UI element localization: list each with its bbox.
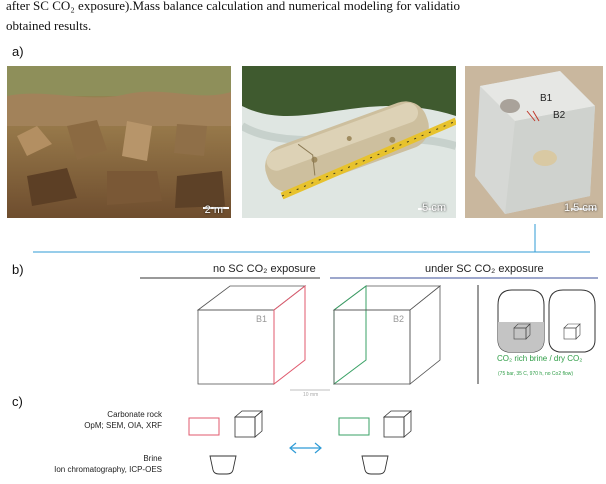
cube-b2-label: B2 xyxy=(393,314,405,324)
red-marker xyxy=(189,418,219,435)
vessel-dry-co2 xyxy=(549,290,595,352)
rock-title: Carbonate rock xyxy=(107,410,162,419)
cube-b1 xyxy=(198,286,305,384)
brine-beaker-1 xyxy=(210,456,236,474)
no-exposure-heading: no SC CO₂ exposure xyxy=(213,263,316,275)
brine-title: Brine xyxy=(143,454,162,463)
intro-line-1: after SC CO₂ exposure).Mass balance calculation and numerical modeling for validatio xyxy=(6,0,460,13)
mark-b2: B2 xyxy=(553,110,566,121)
block-scale: 1.5 cm xyxy=(563,202,597,214)
small-cube-1 xyxy=(235,411,262,437)
core-scale: 5 cm xyxy=(422,202,446,214)
blue-double-arrow xyxy=(290,443,321,453)
rock-methods: OpM; SEM, OIA, XRF xyxy=(84,421,162,430)
vessel-brine xyxy=(498,290,544,352)
conditions-label: (75 bar, 35 C, 970 h, no Co2 flow) xyxy=(498,371,574,377)
brine-beaker-2 xyxy=(362,456,388,474)
cube-b1-label: B1 xyxy=(256,314,268,324)
small-cube-2 xyxy=(384,411,411,437)
outcrop-scale: 2 m xyxy=(204,204,223,216)
green-marker xyxy=(339,418,369,435)
cube-b2 xyxy=(334,286,440,384)
panel-b-label: b) xyxy=(12,262,24,277)
panel-a-label: a) xyxy=(12,44,24,59)
cube-scale-label: 10 mm xyxy=(303,392,319,398)
vessels-label: CO₂ rich brine / dry CO₂ xyxy=(497,354,583,363)
mark-b1: B1 xyxy=(540,93,553,104)
under-exposure-heading: under SC CO₂ exposure xyxy=(425,263,544,275)
intro-line-2: obtained results. xyxy=(6,18,92,33)
brine-methods: Ion chromatography, ICP-OES xyxy=(54,465,162,474)
panel-c-label: c) xyxy=(12,394,23,409)
